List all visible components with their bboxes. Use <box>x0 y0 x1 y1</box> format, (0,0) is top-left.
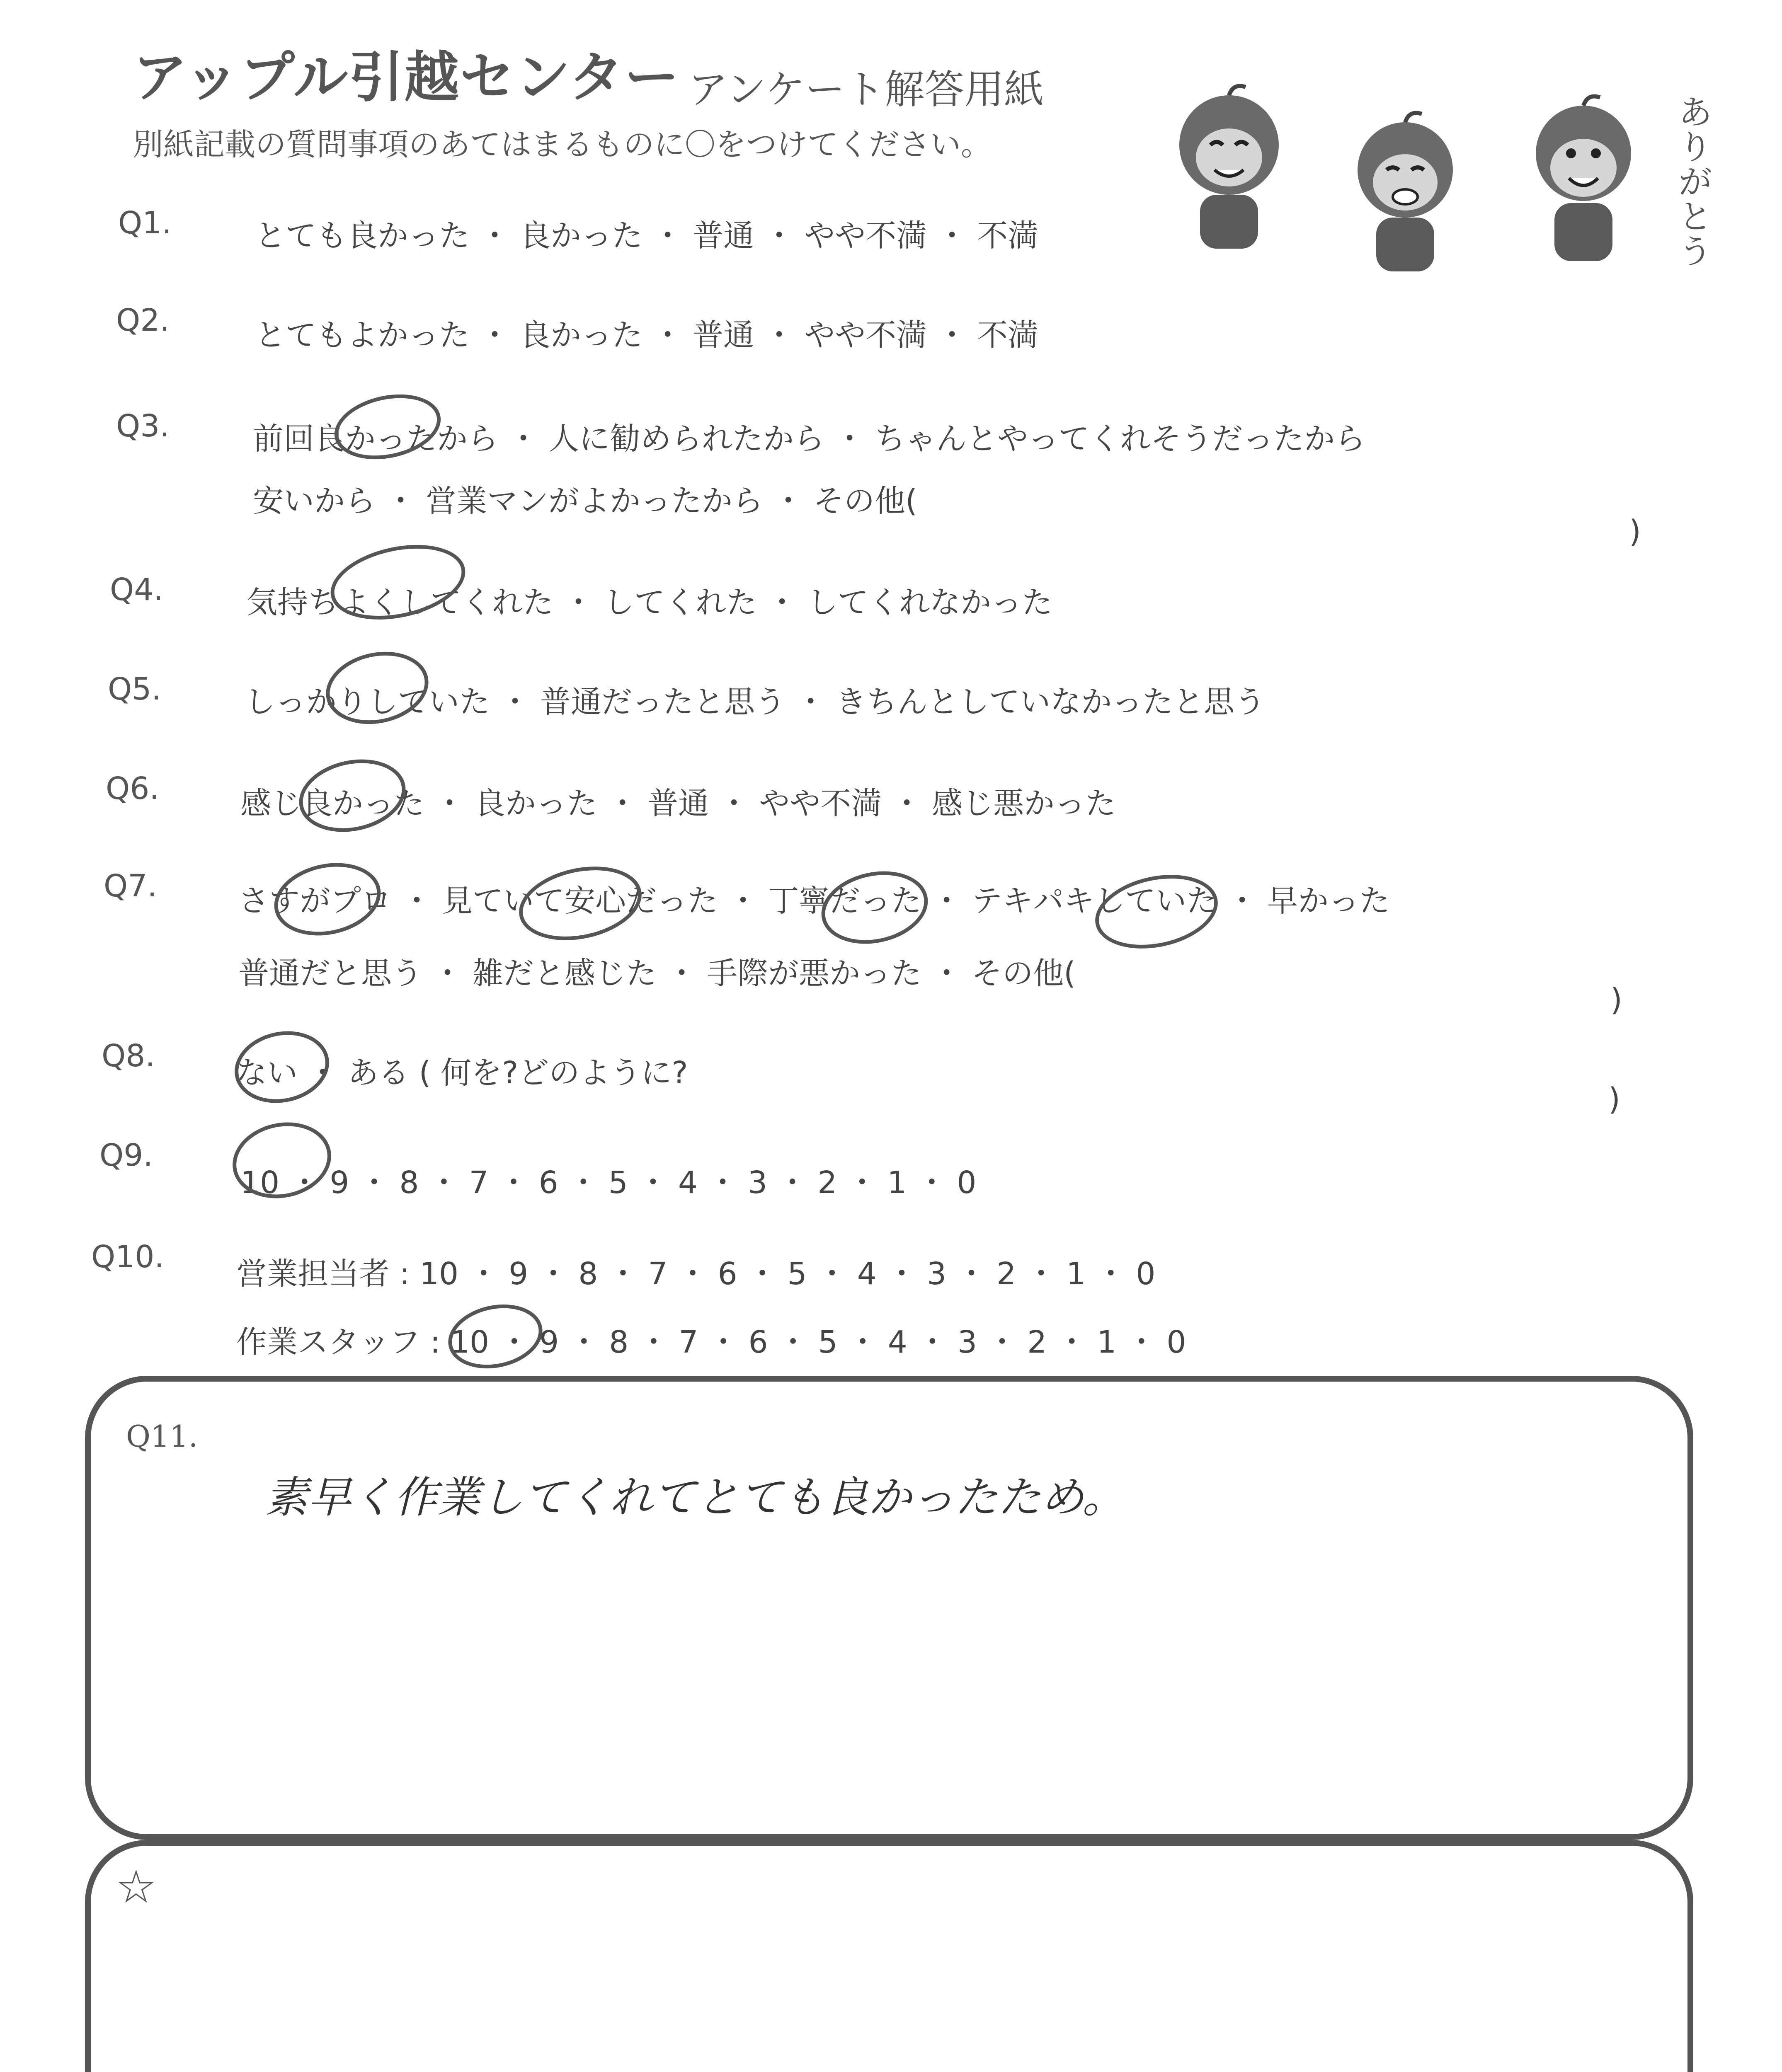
monkey-mascot-1 <box>1161 83 1297 259</box>
q10-sales-scale[interactable]: 営業担当者 : 10 ・ 9 ・ 8 ・ 7 ・ 6 ・ 5 ・ 4 ・ 3 ・ 2 ・ 1 ・ 0 <box>236 1256 1156 1292</box>
q11-comment-box[interactable] <box>85 1376 1693 1840</box>
q7-selection-mark-3 <box>815 862 935 953</box>
q3-close-paren: ) <box>1629 514 1641 549</box>
monkey-mascot-2 <box>1339 108 1472 283</box>
star-icon: ☆ <box>116 1860 157 1913</box>
q4-options[interactable]: 気持ちよくしてくれた ・ してくれた ・ してくれなかった <box>247 585 1053 620</box>
q4-label: Q4. <box>110 572 163 608</box>
q6-label: Q6. <box>106 771 159 806</box>
q3-options-line2[interactable]: 安いから ・ 営業マンがよかったから ・ その他( <box>253 483 917 519</box>
q10-staff-scale[interactable]: 作業スタッフ : 10 ・ 9 ・ 8 ・ 7 ・ 6 ・ 5 ・ 4 ・ 3 ・ 2 ・ 1 ・ 0 <box>236 1324 1186 1360</box>
q7-options-line2[interactable]: 普通だと思う ・ 雑だと感じた ・ 手際が悪かった ・ その他( <box>238 956 1076 991</box>
q9-scale[interactable]: 10 ・ 9 ・ 8 ・ 7 ・ 6 ・ 5 ・ 4 ・ 3 ・ 2 ・ 1 ・ 0 <box>240 1165 977 1201</box>
q2-label: Q2. <box>116 303 170 338</box>
q3-label: Q3. <box>116 408 170 444</box>
q1-label: Q1. <box>118 205 172 241</box>
mascot-thanks-text: ありがとう <box>1679 93 1712 271</box>
q6-options[interactable]: 感じ良かった ・ 良かった ・ 普通 ・ やや不満 ・ 感じ悪かった <box>240 786 1116 821</box>
q6-selection-mark <box>292 750 412 841</box>
q7-close-paren: ) <box>1610 982 1622 1018</box>
q7-options-line1[interactable]: さすがプロ ・ 見ていて安心だった ・ 丁寧だった ・ テキパキしていた ・ 早かった <box>238 883 1390 919</box>
q8-selection-mark <box>228 1023 336 1111</box>
q1-options[interactable]: とても良かった ・ 良かった ・ 普通 ・ やや不満 ・ 不満 <box>255 218 1039 254</box>
q2-options[interactable]: とてもよかった ・ 良かった ・ 普通 ・ やや不満 ・ 不満 <box>255 317 1039 353</box>
q8-options[interactable]: ない ・ ある ( 何を?どのように? <box>236 1055 688 1091</box>
q10-staff-selection-mark <box>442 1296 548 1377</box>
monkey-mascot-3 <box>1517 91 1650 275</box>
q7-label: Q7. <box>104 868 157 904</box>
star-comment-box[interactable] <box>85 1840 1693 2072</box>
form-subtitle: アンケート解答用紙 <box>688 66 1044 113</box>
q8-label: Q8. <box>102 1038 155 1074</box>
form-instruction: 別紙記載の質問事項のあてはまるものに〇をつけてください。 <box>133 127 992 162</box>
q8-close-paren: ) <box>1608 1082 1620 1117</box>
q5-label: Q5. <box>108 671 161 707</box>
q5-options[interactable]: しっかりしていた ・ 普通だったと思う ・ きちんとしていなかったと思う <box>245 684 1266 720</box>
q11-label: Q11. <box>126 1419 198 1454</box>
form-title: アップル引越センター <box>133 46 680 109</box>
q7-selection-mark-1 <box>267 854 388 945</box>
q10-label: Q10. <box>91 1239 164 1275</box>
q9-label: Q9. <box>99 1138 153 1173</box>
q11-handwritten-answer: 素早く作業してくれてとても良かったため。 <box>265 1472 1125 1523</box>
q3-options-line1[interactable]: 前回良かったから ・ 人に勧められたから ・ ちゃんとやってくれそうだったから <box>253 421 1366 457</box>
q7-selection-mark-2 <box>512 856 649 951</box>
